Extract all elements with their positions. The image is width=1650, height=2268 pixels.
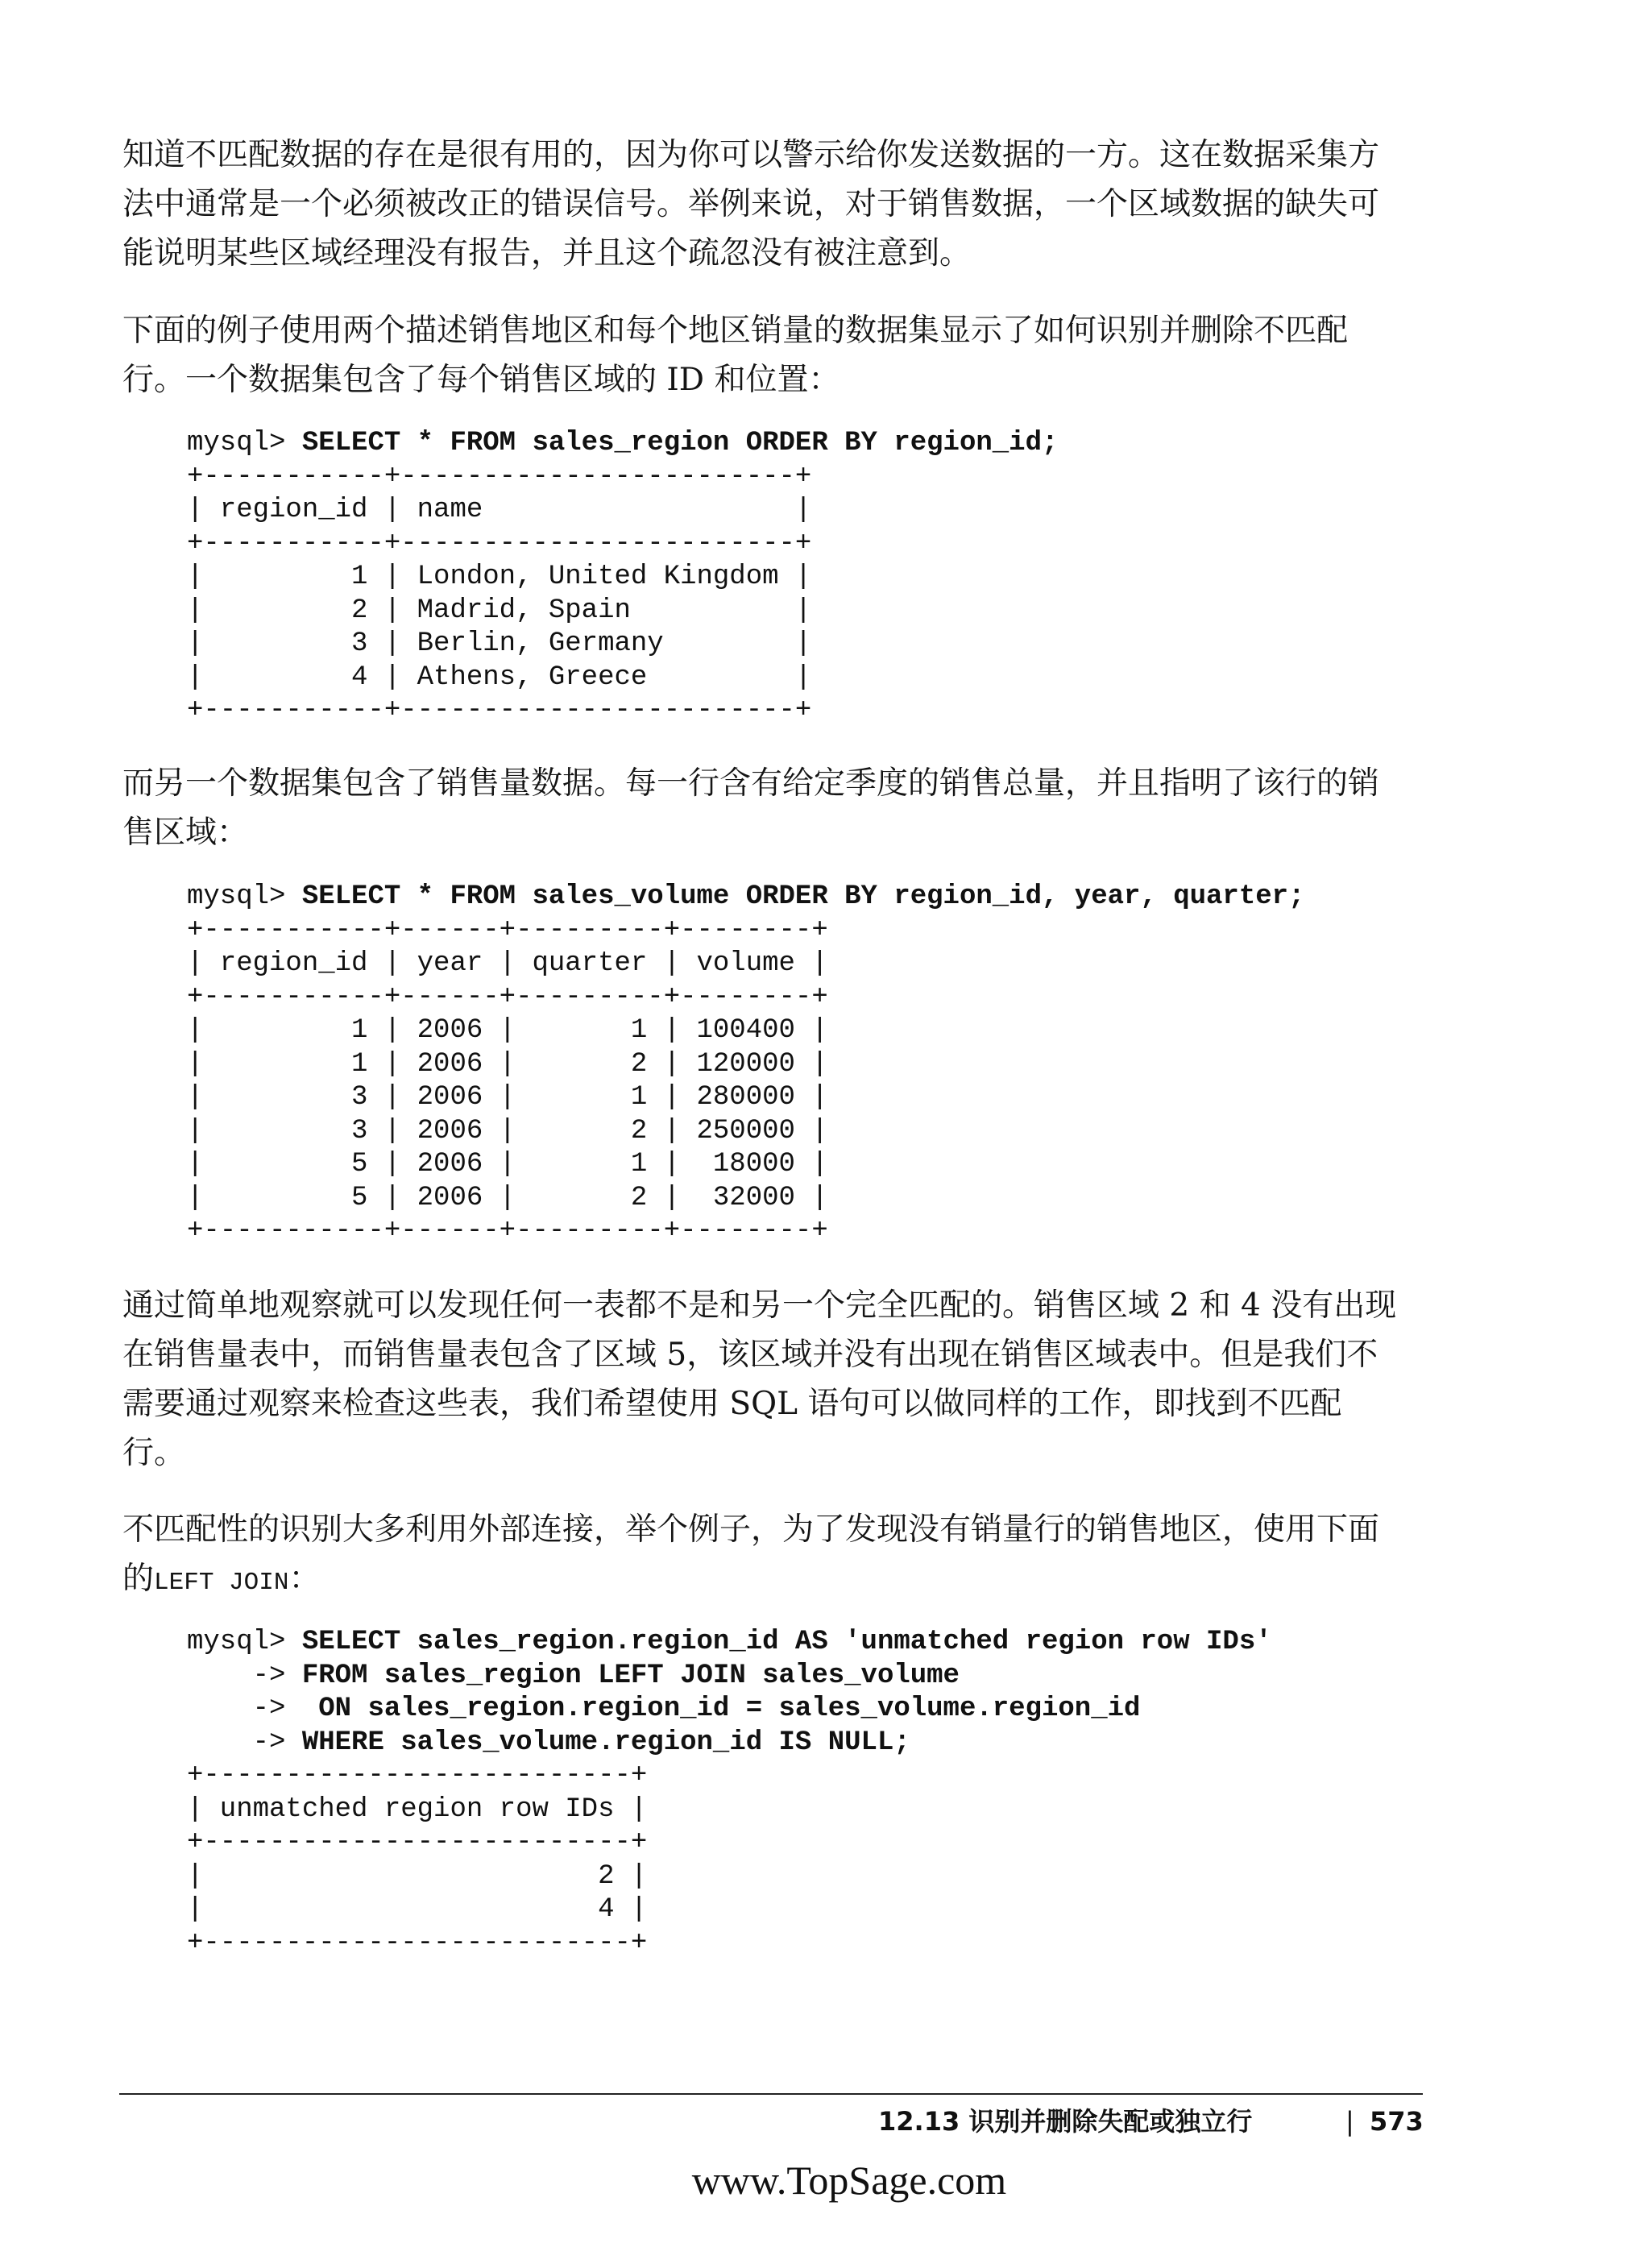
result-table-sales-region: +-----------+------------------------+ | region_id | name | +-----------+------------------------+ | 1 | London, United Kingdom | | 2 | Madrid, Spain | | 3 | Berlin, Germany | | 4 | Athens, Greece | +-----------+------------------------+ <box>187 461 812 726</box>
result-table-unmatched: +--------------------------+ | unmatched region row IDs | +--------------------------+ | 2 | | 4 | +--------------------------+ <box>187 1760 648 1959</box>
paragraph-5 <box>122 1505 1403 1607</box>
code-block-left-join <box>187 1626 1272 1960</box>
code-continuation: -> <box>187 1660 302 1691</box>
code-block-sales-region <box>187 427 1058 728</box>
page-number: 573 <box>1370 2106 1424 2137</box>
paragraph-3: 而另一个数据集包含了销售量数据。每一行含有给定季度的销售总量，并且指明了该行的销售区域： <box>122 765 1380 851</box>
footer-section-title: 12.13 识别并删除失配或独立行 <box>878 2106 1253 2137</box>
paragraph-2: 下面的例子使用两个描述销售地区和每个地区销量的数据集显示了如何识别并删除不匹配行。一个数据集包含了每个销售区域的 ID 和位置： <box>122 313 1349 398</box>
paragraph-1: 知道不匹配数据的存在是很有用的，因为你可以警示给你发送数据的一方。这在数据采集方法中通常是一个必须被改正的错误信号。举例来说，对于销售数据，一个区域数据的缺失可能说明某些区域经理没有报告，并且这个疏忽没有被注意到。 <box>122 137 1380 272</box>
code-sql-line-2: FROM sales_region LEFT JOIN sales_volume <box>301 1660 960 1691</box>
code-prompt: mysql> <box>187 881 302 912</box>
code-sql: SELECT * FROM sales_volume ORDER BY region_id, year, quarter; <box>301 881 1305 912</box>
code-sql-line-1: SELECT sales_region.region_id AS 'unmatched region row IDs' <box>301 1627 1272 1657</box>
code-continuation: -> <box>187 1694 302 1724</box>
code-prompt: mysql> <box>187 1627 302 1657</box>
watermark: www.TopSage.com <box>691 2158 1007 2203</box>
code-sql-line-4: WHERE sales_volume.region_id IS NULL; <box>301 1727 910 1758</box>
footer-separator: | <box>1345 2106 1354 2137</box>
result-table-sales-volume: +-----------+------+---------+--------+ | region_id | year | quarter | volume | +-----------+------+---------+--------+ | 1 | 2006 | 1 | 100400 | | 1 | 2006 | 2 | 120000 | | 3 | 2006 | 1 | 280000 | | 3 | 2006 | 2 | 250000 | | 5 | 2006 | 1 | 18000 | | 5 | 2006 | 2 | 32000 | +-----------+------+---------+--------+ <box>187 914 828 1246</box>
code-block-sales-volume <box>187 881 1304 1249</box>
code-continuation: -> <box>187 1727 302 1758</box>
paragraph-5-end: ： <box>288 1561 321 1597</box>
inline-code-left-join: LEFT JOIN <box>154 1569 289 1597</box>
footer-rule <box>119 2093 1423 2095</box>
code-prompt: mysql> <box>187 428 302 458</box>
paragraph-4: 通过简单地观察就可以发现任何一表都不是和另一个完全匹配的。销售区域 2 和 4 没有出现在销售量表中，而销售量表包含了区域 5，该区域并没有出现在销售区域表中。但是我们不需要通过观察来检查这些表，我们希望使用 SQL 语句可以做同样的工作，即找到不匹配行。 <box>122 1287 1397 1471</box>
code-sql-line-3: ON sales_region.region_id = sales_volume.region_id <box>301 1694 1141 1724</box>
code-sql: SELECT * FROM sales_region ORDER BY region_id; <box>301 428 1059 458</box>
paragraph-5-text: 不匹配性的识别大多利用外部连接，举个例子，为了发现没有销量行的销售地区，使用下面的 <box>122 1511 1380 1597</box>
